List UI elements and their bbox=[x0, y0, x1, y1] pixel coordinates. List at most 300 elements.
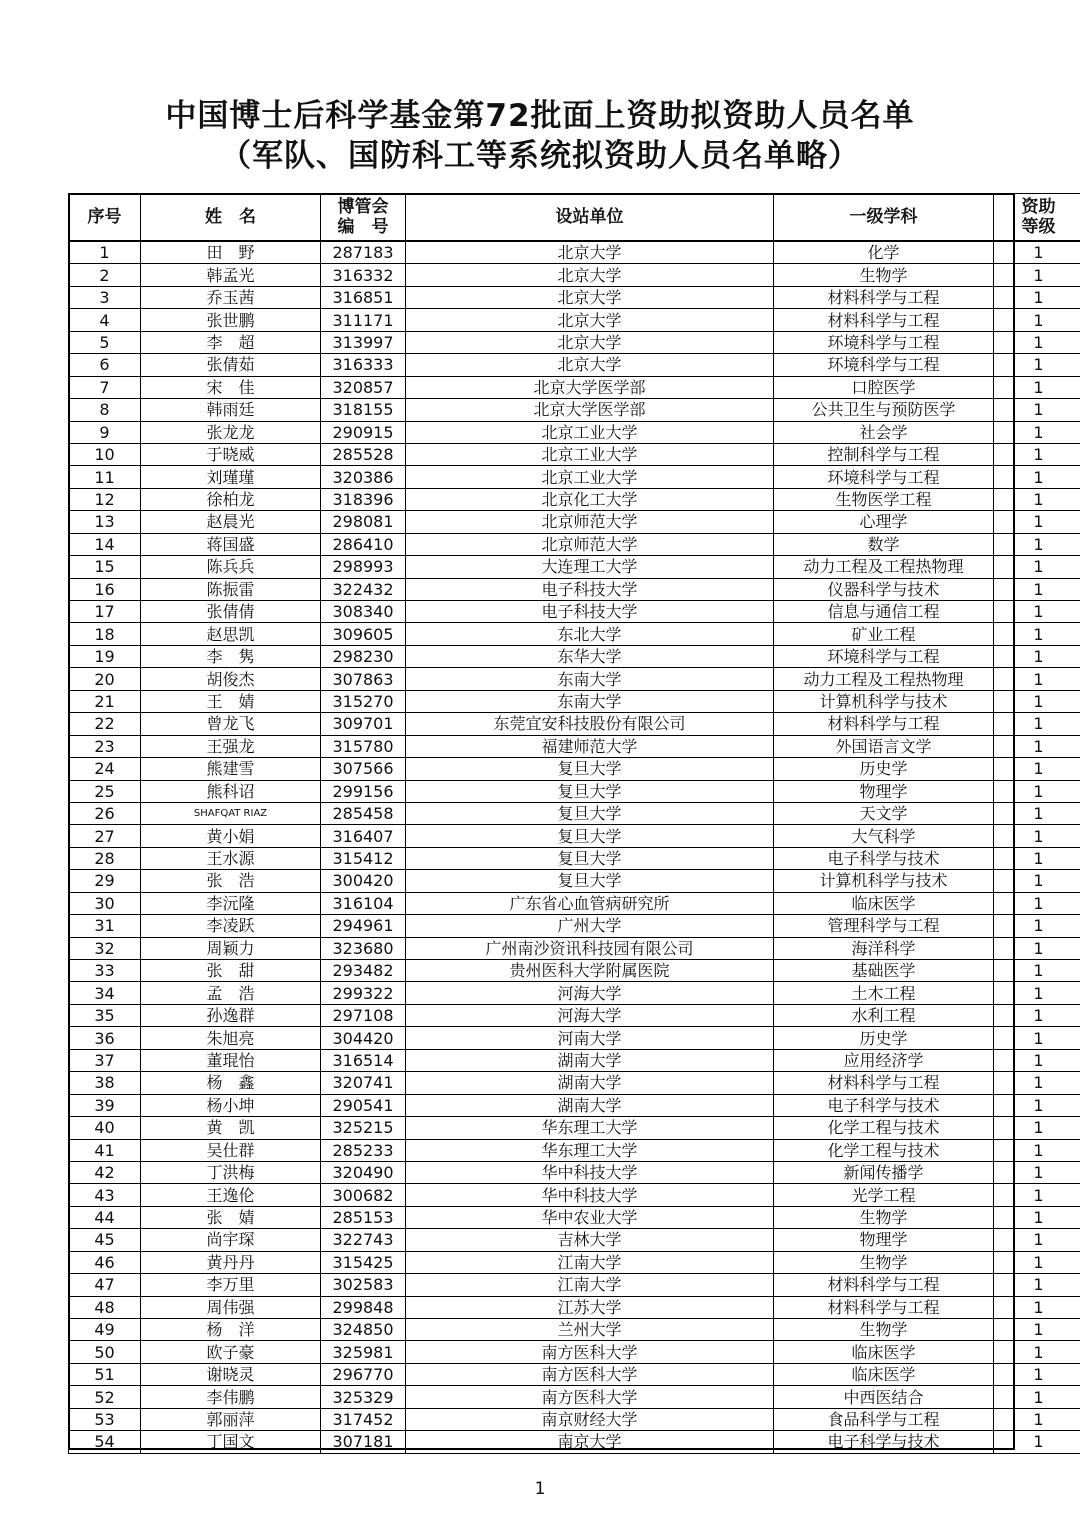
cell-name: 黄 凯 bbox=[141, 1117, 321, 1139]
cell-seq: 28 bbox=[69, 847, 141, 869]
cell-name: 周颖力 bbox=[141, 937, 321, 959]
cell-grade: 1 bbox=[994, 421, 1080, 443]
cell-code: 300682 bbox=[321, 1184, 406, 1206]
cell-discipline: 外国语言文学 bbox=[774, 735, 994, 757]
cell-seq: 35 bbox=[69, 1004, 141, 1026]
cell-unit: 广州大学 bbox=[406, 915, 774, 937]
cell-seq: 17 bbox=[69, 601, 141, 623]
cell-name: 曾龙飞 bbox=[141, 713, 321, 735]
cell-seq: 18 bbox=[69, 623, 141, 645]
cell-code: 320741 bbox=[321, 1072, 406, 1094]
cell-code: 318155 bbox=[321, 399, 406, 421]
cell-seq: 23 bbox=[69, 735, 141, 757]
cell-seq: 42 bbox=[69, 1161, 141, 1183]
cell-name: 黄丹丹 bbox=[141, 1251, 321, 1273]
cell-unit: 北京大学 bbox=[406, 286, 774, 308]
cell-seq: 2 bbox=[69, 264, 141, 286]
cell-discipline: 材料科学与工程 bbox=[774, 1072, 994, 1094]
cell-grade: 1 bbox=[994, 982, 1080, 1004]
cell-code: 316851 bbox=[321, 286, 406, 308]
table-row bbox=[69, 713, 1080, 735]
cell-unit: 电子科技大学 bbox=[406, 601, 774, 623]
cell-seq: 52 bbox=[69, 1386, 141, 1408]
cell-unit: 北京工业大学 bbox=[406, 466, 774, 488]
cell-seq: 3 bbox=[69, 286, 141, 308]
cell-discipline: 环境科学与工程 bbox=[774, 331, 994, 353]
cell-unit: 北京化工大学 bbox=[406, 488, 774, 510]
cell-discipline: 数学 bbox=[774, 533, 994, 555]
cell-code: 320857 bbox=[321, 376, 406, 398]
cell-code: 300420 bbox=[321, 870, 406, 892]
cell-name: 陈兵兵 bbox=[141, 556, 321, 578]
header-code-line2: 编 号 bbox=[337, 217, 389, 237]
cell-code: 298230 bbox=[321, 645, 406, 667]
cell-unit: 北京大学 bbox=[406, 309, 774, 331]
cell-unit: 吉林大学 bbox=[406, 1229, 774, 1251]
cell-code: 290541 bbox=[321, 1094, 406, 1116]
cell-grade: 1 bbox=[994, 533, 1080, 555]
table-row bbox=[69, 1027, 1080, 1049]
cell-discipline: 材料科学与工程 bbox=[774, 1274, 994, 1296]
cell-discipline: 公共卫生与预防医学 bbox=[774, 399, 994, 421]
cell-name: 吴仕群 bbox=[141, 1139, 321, 1161]
cell-unit: 华中科技大学 bbox=[406, 1184, 774, 1206]
table-row bbox=[69, 421, 1080, 443]
cell-code: 299156 bbox=[321, 780, 406, 802]
table-row bbox=[69, 1363, 1080, 1385]
table-row bbox=[69, 802, 1080, 824]
table-row bbox=[69, 1139, 1080, 1161]
cell-grade: 1 bbox=[994, 1027, 1080, 1049]
cell-grade: 1 bbox=[994, 825, 1080, 847]
cell-grade: 1 bbox=[994, 354, 1080, 376]
cell-discipline: 电子科学与技术 bbox=[774, 847, 994, 869]
cell-name: 张 甜 bbox=[141, 960, 321, 982]
cell-discipline: 电子科学与技术 bbox=[774, 1431, 994, 1453]
table-row bbox=[69, 1094, 1080, 1116]
cell-code: 297108 bbox=[321, 1004, 406, 1026]
cell-discipline: 临床医学 bbox=[774, 1363, 994, 1385]
cell-code: 320490 bbox=[321, 1161, 406, 1183]
table-header bbox=[69, 194, 1080, 242]
cell-seq: 15 bbox=[69, 556, 141, 578]
cell-grade: 1 bbox=[994, 488, 1080, 510]
cell-seq: 11 bbox=[69, 466, 141, 488]
cell-unit: 复旦大学 bbox=[406, 847, 774, 869]
cell-code: 285528 bbox=[321, 443, 406, 465]
table-row bbox=[69, 690, 1080, 712]
cell-grade: 1 bbox=[994, 1319, 1080, 1341]
table-row bbox=[69, 1386, 1080, 1408]
cell-unit: 北京大学医学部 bbox=[406, 376, 774, 398]
cell-code: 316104 bbox=[321, 892, 406, 914]
cell-grade: 1 bbox=[994, 1184, 1080, 1206]
header-code bbox=[321, 194, 406, 242]
cell-discipline: 历史学 bbox=[774, 758, 994, 780]
cell-seq: 19 bbox=[69, 645, 141, 667]
table-row bbox=[69, 847, 1080, 869]
cell-grade: 1 bbox=[994, 601, 1080, 623]
cell-name: 杨 鑫 bbox=[141, 1072, 321, 1094]
cell-unit: 东华大学 bbox=[406, 645, 774, 667]
cell-code: 309605 bbox=[321, 623, 406, 645]
cell-grade: 1 bbox=[994, 892, 1080, 914]
cell-unit: 北京大学 bbox=[406, 331, 774, 353]
cell-code: 298081 bbox=[321, 511, 406, 533]
cell-grade: 1 bbox=[994, 331, 1080, 353]
table-row bbox=[69, 399, 1080, 421]
cell-seq: 1 bbox=[69, 241, 141, 264]
table-row bbox=[69, 1206, 1080, 1228]
cell-grade: 1 bbox=[994, 264, 1080, 286]
table-row bbox=[69, 1117, 1080, 1139]
cell-grade: 1 bbox=[994, 960, 1080, 982]
cell-grade: 1 bbox=[994, 1117, 1080, 1139]
cell-unit: 复旦大学 bbox=[406, 758, 774, 780]
cell-discipline: 大气科学 bbox=[774, 825, 994, 847]
cell-unit: 南方医科大学 bbox=[406, 1363, 774, 1385]
cell-name: 李沅隆 bbox=[141, 892, 321, 914]
cell-grade: 1 bbox=[994, 713, 1080, 735]
table-row bbox=[69, 758, 1080, 780]
cell-code: 298993 bbox=[321, 556, 406, 578]
cell-code: 317452 bbox=[321, 1408, 406, 1430]
cell-discipline: 动力工程及工程热物理 bbox=[774, 668, 994, 690]
cell-grade: 1 bbox=[994, 735, 1080, 757]
cell-discipline: 环境科学与工程 bbox=[774, 645, 994, 667]
cell-discipline: 生物学 bbox=[774, 1206, 994, 1228]
table-row bbox=[69, 1229, 1080, 1251]
cell-code: 322432 bbox=[321, 578, 406, 600]
cell-seq: 37 bbox=[69, 1049, 141, 1071]
cell-code: 285153 bbox=[321, 1206, 406, 1228]
cell-unit: 北京师范大学 bbox=[406, 511, 774, 533]
table-row bbox=[69, 443, 1080, 465]
cell-code: 285458 bbox=[321, 802, 406, 824]
cell-grade: 1 bbox=[994, 399, 1080, 421]
cell-seq: 22 bbox=[69, 713, 141, 735]
cell-name: 杨小坤 bbox=[141, 1094, 321, 1116]
cell-code: 307566 bbox=[321, 758, 406, 780]
cell-discipline: 生物医学工程 bbox=[774, 488, 994, 510]
cell-unit: 华东理工大学 bbox=[406, 1139, 774, 1161]
cell-grade: 1 bbox=[994, 578, 1080, 600]
cell-name: 王强龙 bbox=[141, 735, 321, 757]
cell-name: 孙逸群 bbox=[141, 1004, 321, 1026]
cell-discipline: 生物学 bbox=[774, 1319, 994, 1341]
cell-grade: 1 bbox=[994, 1161, 1080, 1183]
table-row bbox=[69, 466, 1080, 488]
table-row bbox=[69, 915, 1080, 937]
cell-unit: 福建师范大学 bbox=[406, 735, 774, 757]
cell-code: 320386 bbox=[321, 466, 406, 488]
cell-code: 308340 bbox=[321, 601, 406, 623]
table-row bbox=[69, 870, 1080, 892]
cell-code: 293482 bbox=[321, 960, 406, 982]
cell-name: 朱旭亮 bbox=[141, 1027, 321, 1049]
cell-seq: 54 bbox=[69, 1431, 141, 1453]
cell-grade: 1 bbox=[994, 1229, 1080, 1251]
header-grade-line1: 资助 bbox=[1021, 197, 1056, 217]
cell-seq: 51 bbox=[69, 1363, 141, 1385]
table-row bbox=[69, 286, 1080, 308]
cell-discipline: 临床医学 bbox=[774, 1341, 994, 1363]
header-grade bbox=[994, 194, 1080, 242]
cell-name: 李 超 bbox=[141, 331, 321, 353]
cell-code: 285233 bbox=[321, 1139, 406, 1161]
cell-grade: 1 bbox=[994, 668, 1080, 690]
table-row bbox=[69, 533, 1080, 555]
cell-grade: 1 bbox=[994, 847, 1080, 869]
cell-discipline: 化学 bbox=[774, 241, 994, 264]
cell-discipline: 计算机科学与技术 bbox=[774, 870, 994, 892]
cell-code: 309701 bbox=[321, 713, 406, 735]
cell-name: 胡俊杰 bbox=[141, 668, 321, 690]
cell-unit: 北京大学 bbox=[406, 354, 774, 376]
cell-discipline: 口腔医学 bbox=[774, 376, 994, 398]
cell-unit: 复旦大学 bbox=[406, 870, 774, 892]
cell-unit: 湖南大学 bbox=[406, 1072, 774, 1094]
table-row bbox=[69, 780, 1080, 802]
cell-discipline: 临床医学 bbox=[774, 892, 994, 914]
cell-name: 刘瑾瑾 bbox=[141, 466, 321, 488]
cell-code: 325215 bbox=[321, 1117, 406, 1139]
cell-discipline: 物理学 bbox=[774, 1229, 994, 1251]
cell-seq: 9 bbox=[69, 421, 141, 443]
cell-seq: 36 bbox=[69, 1027, 141, 1049]
cell-discipline: 环境科学与工程 bbox=[774, 466, 994, 488]
cell-unit: 华中科技大学 bbox=[406, 1161, 774, 1183]
document-title: 中国博士后科学基金第72批面上资助拟资助人员名单 bbox=[165, 98, 915, 134]
cell-discipline: 材料科学与工程 bbox=[774, 286, 994, 308]
header-seq: 序号 bbox=[69, 194, 141, 242]
cell-code: 316407 bbox=[321, 825, 406, 847]
cell-code: 313997 bbox=[321, 331, 406, 353]
table-row bbox=[69, 1072, 1080, 1094]
cell-name: 李凌跃 bbox=[141, 915, 321, 937]
cell-seq: 7 bbox=[69, 376, 141, 398]
cell-grade: 1 bbox=[994, 1274, 1080, 1296]
cell-seq: 25 bbox=[69, 780, 141, 802]
cell-name: 蒋国盛 bbox=[141, 533, 321, 555]
cell-seq: 53 bbox=[69, 1408, 141, 1430]
table-row bbox=[69, 1004, 1080, 1026]
cell-unit: 南方医科大学 bbox=[406, 1386, 774, 1408]
cell-grade: 1 bbox=[994, 1206, 1080, 1228]
cell-name: 欧子豪 bbox=[141, 1341, 321, 1363]
cell-unit: 北京大学 bbox=[406, 264, 774, 286]
cell-discipline: 食品科学与工程 bbox=[774, 1408, 994, 1430]
cell-discipline: 海洋科学 bbox=[774, 937, 994, 959]
cell-unit: 北京师范大学 bbox=[406, 533, 774, 555]
cell-grade: 1 bbox=[994, 802, 1080, 824]
cell-code: 325329 bbox=[321, 1386, 406, 1408]
cell-discipline: 化学工程与技术 bbox=[774, 1117, 994, 1139]
table-row bbox=[69, 556, 1080, 578]
cell-name: 徐柏龙 bbox=[141, 488, 321, 510]
table-row bbox=[69, 1049, 1080, 1071]
cell-name: 张 浩 bbox=[141, 870, 321, 892]
table-row bbox=[69, 982, 1080, 1004]
cell-name: 李伟鹏 bbox=[141, 1386, 321, 1408]
table-row bbox=[69, 1319, 1080, 1341]
cell-discipline: 心理学 bbox=[774, 511, 994, 533]
cell-discipline: 计算机科学与技术 bbox=[774, 690, 994, 712]
cell-seq: 21 bbox=[69, 690, 141, 712]
cell-name: 乔玉茜 bbox=[141, 286, 321, 308]
cell-code: 324850 bbox=[321, 1319, 406, 1341]
cell-grade: 1 bbox=[994, 645, 1080, 667]
cell-name: SHAFQAT RIAZ bbox=[141, 802, 321, 824]
cell-grade: 1 bbox=[994, 511, 1080, 533]
table-row bbox=[69, 354, 1080, 376]
cell-seq: 45 bbox=[69, 1229, 141, 1251]
roster-table bbox=[68, 193, 1080, 1454]
cell-seq: 20 bbox=[69, 668, 141, 690]
cell-unit: 贵州医科大学附属医院 bbox=[406, 960, 774, 982]
cell-name: 尚宇琛 bbox=[141, 1229, 321, 1251]
cell-name: 赵晨光 bbox=[141, 511, 321, 533]
cell-seq: 32 bbox=[69, 937, 141, 959]
cell-seq: 47 bbox=[69, 1274, 141, 1296]
table-row bbox=[69, 1161, 1080, 1183]
cell-code: 294961 bbox=[321, 915, 406, 937]
cell-unit: 华中农业大学 bbox=[406, 1206, 774, 1228]
table-row bbox=[69, 1408, 1080, 1430]
cell-name: 韩雨廷 bbox=[141, 399, 321, 421]
cell-seq: 31 bbox=[69, 915, 141, 937]
cell-name: 张龙龙 bbox=[141, 421, 321, 443]
cell-code: 299848 bbox=[321, 1296, 406, 1318]
cell-name: 谢晓灵 bbox=[141, 1363, 321, 1385]
cell-discipline: 水利工程 bbox=[774, 1004, 994, 1026]
table-row bbox=[69, 309, 1080, 331]
cell-unit: 电子科技大学 bbox=[406, 578, 774, 600]
cell-code: 323680 bbox=[321, 937, 406, 959]
cell-grade: 1 bbox=[994, 1363, 1080, 1385]
cell-name: 李万里 bbox=[141, 1274, 321, 1296]
cell-unit: 河南大学 bbox=[406, 1027, 774, 1049]
cell-seq: 30 bbox=[69, 892, 141, 914]
table-row bbox=[69, 488, 1080, 510]
cell-grade: 1 bbox=[994, 690, 1080, 712]
cell-seq: 46 bbox=[69, 1251, 141, 1273]
header-name: 姓 名 bbox=[141, 194, 321, 242]
cell-name: 丁国文 bbox=[141, 1431, 321, 1453]
table-row bbox=[69, 1341, 1080, 1363]
cell-grade: 1 bbox=[994, 241, 1080, 264]
header-discipline: 一级学科 bbox=[774, 194, 994, 242]
cell-unit: 东南大学 bbox=[406, 690, 774, 712]
cell-name: 李 隽 bbox=[141, 645, 321, 667]
document-subtitle: （军队、国防科工等系统拟资助人员名单略） bbox=[220, 138, 860, 174]
cell-unit: 复旦大学 bbox=[406, 802, 774, 824]
cell-grade: 1 bbox=[994, 1341, 1080, 1363]
cell-discipline: 社会学 bbox=[774, 421, 994, 443]
cell-grade: 1 bbox=[994, 780, 1080, 802]
cell-seq: 12 bbox=[69, 488, 141, 510]
cell-discipline: 控制科学与工程 bbox=[774, 443, 994, 465]
cell-code: 325981 bbox=[321, 1341, 406, 1363]
cell-unit: 兰州大学 bbox=[406, 1319, 774, 1341]
cell-unit: 复旦大学 bbox=[406, 825, 774, 847]
cell-seq: 10 bbox=[69, 443, 141, 465]
table-row bbox=[69, 892, 1080, 914]
table-row bbox=[69, 264, 1080, 286]
cell-name: 熊科诏 bbox=[141, 780, 321, 802]
cell-discipline: 生物学 bbox=[774, 1251, 994, 1273]
cell-discipline: 环境科学与工程 bbox=[774, 354, 994, 376]
cell-name: 郭丽萍 bbox=[141, 1408, 321, 1430]
cell-grade: 1 bbox=[994, 1296, 1080, 1318]
cell-code: 287183 bbox=[321, 241, 406, 264]
cell-name: 王逸伦 bbox=[141, 1184, 321, 1206]
cell-seq: 29 bbox=[69, 870, 141, 892]
cell-unit: 大连理工大学 bbox=[406, 556, 774, 578]
cell-name: 韩孟光 bbox=[141, 264, 321, 286]
cell-seq: 44 bbox=[69, 1206, 141, 1228]
cell-seq: 49 bbox=[69, 1319, 141, 1341]
cell-name: 王水源 bbox=[141, 847, 321, 869]
cell-unit: 湖南大学 bbox=[406, 1049, 774, 1071]
cell-unit: 南方医科大学 bbox=[406, 1341, 774, 1363]
cell-unit: 北京工业大学 bbox=[406, 443, 774, 465]
cell-grade: 1 bbox=[994, 1386, 1080, 1408]
cell-discipline: 材料科学与工程 bbox=[774, 713, 994, 735]
table-row bbox=[69, 668, 1080, 690]
cell-grade: 1 bbox=[994, 915, 1080, 937]
cell-name: 孟 浩 bbox=[141, 982, 321, 1004]
cell-seq: 6 bbox=[69, 354, 141, 376]
cell-code: 299322 bbox=[321, 982, 406, 1004]
cell-unit: 江南大学 bbox=[406, 1251, 774, 1273]
cell-seq: 43 bbox=[69, 1184, 141, 1206]
cell-name: 田 野 bbox=[141, 241, 321, 264]
table-row bbox=[69, 1274, 1080, 1296]
table-row bbox=[69, 825, 1080, 847]
cell-code: 322743 bbox=[321, 1229, 406, 1251]
cell-unit: 北京工业大学 bbox=[406, 421, 774, 443]
cell-code: 316333 bbox=[321, 354, 406, 376]
cell-grade: 1 bbox=[994, 1139, 1080, 1161]
cell-grade: 1 bbox=[994, 870, 1080, 892]
cell-code: 316332 bbox=[321, 264, 406, 286]
cell-unit: 河海大学 bbox=[406, 1004, 774, 1026]
cell-unit: 江南大学 bbox=[406, 1274, 774, 1296]
cell-seq: 50 bbox=[69, 1341, 141, 1363]
cell-seq: 13 bbox=[69, 511, 141, 533]
cell-code: 302583 bbox=[321, 1274, 406, 1296]
cell-code: 318396 bbox=[321, 488, 406, 510]
table-row bbox=[69, 601, 1080, 623]
table-row bbox=[69, 1251, 1080, 1273]
cell-name: 丁洪梅 bbox=[141, 1161, 321, 1183]
cell-seq: 26 bbox=[69, 802, 141, 824]
cell-grade: 1 bbox=[994, 556, 1080, 578]
cell-name: 董琨怡 bbox=[141, 1049, 321, 1071]
header-grade-line2: 等级 bbox=[1021, 217, 1056, 237]
cell-grade: 1 bbox=[994, 758, 1080, 780]
cell-unit: 南京财经大学 bbox=[406, 1408, 774, 1430]
table-row bbox=[69, 241, 1080, 264]
cell-code: 286410 bbox=[321, 533, 406, 555]
cell-grade: 1 bbox=[994, 443, 1080, 465]
cell-discipline: 信息与通信工程 bbox=[774, 601, 994, 623]
cell-discipline: 仪器科学与技术 bbox=[774, 578, 994, 600]
cell-name: 宋 佳 bbox=[141, 376, 321, 398]
cell-seq: 38 bbox=[69, 1072, 141, 1094]
table-row bbox=[69, 376, 1080, 398]
